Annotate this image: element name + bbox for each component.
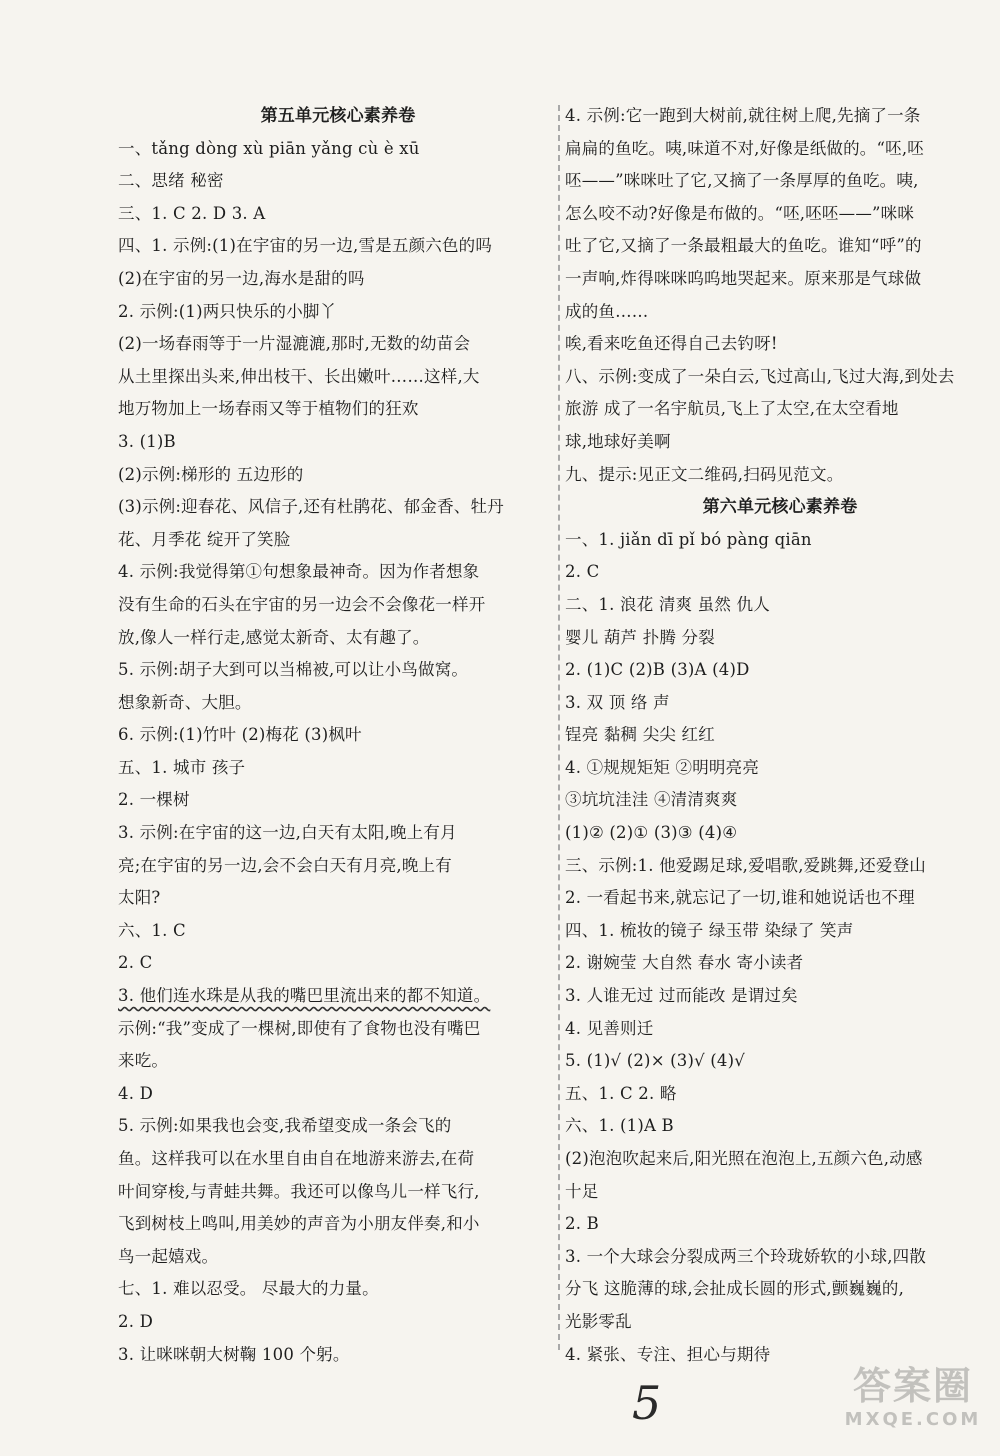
page-number: 5 <box>632 1376 662 1430</box>
watermark-url: MXQE.COM <box>844 1409 982 1430</box>
answer-line: 飞到树枝上鸣叫,用美妙的声音为小朋友伴奏,和小 <box>118 1214 480 1234</box>
answer-line: 二、思绪 秘密 <box>118 171 224 191</box>
answer-line: 4. 示例:我觉得第①句想象最神奇。因为作者想象 <box>118 562 480 582</box>
answer-line: 3. (1)B <box>118 431 176 451</box>
answer-line: 2. 一看起书来,就忘记了一切,谁和她说话也不理 <box>565 888 915 908</box>
answer-line: 来吃。 <box>118 1051 169 1071</box>
answer-line: 四、1. 示例:(1)在宇宙的另一边,雪是五颜六色的吗 <box>118 236 493 256</box>
answer-line: (3)示例:迎春花、风信子,还有杜鹃花、郁金香、牡丹 <box>118 497 504 517</box>
answer-line: 2. C <box>118 953 153 973</box>
answer-line: 地万物加上一场春雨又等于植物们的狂欢 <box>118 399 419 419</box>
answer-line: 吐了它,又摘了一条最粗最大的鱼吃。谁知“呼”的 <box>565 236 922 256</box>
answer-line: 五、1. 城市 孩子 <box>118 757 246 777</box>
answer-line: 3. 让咪咪朝大树鞠 100 个躬。 <box>118 1344 350 1364</box>
answer-line: 5. 示例:胡子大到可以当棉被,可以让小鸟做窝。 <box>118 660 469 680</box>
answer-line: 三、1. C 2. D 3. A <box>118 203 266 223</box>
answer-line: 婴儿 葫芦 扑腾 分裂 <box>565 627 715 647</box>
answer-line: (2)一场春雨等于一片湿漉漉,那时,无数的幼苗会 <box>118 334 471 354</box>
answer-line: 二、1. 浪花 清爽 虽然 仇人 <box>565 594 770 614</box>
answer-line: 2. 示例:(1)两只快乐的小脚丫 <box>118 301 337 321</box>
answer-line: 放,像人一样行走,感觉太新奇、太有趣了。 <box>118 627 430 647</box>
answer-line: 分飞 这脆薄的球,会扯成长圆的形式,颤巍巍的, <box>565 1279 905 1299</box>
answer-line: 没有生命的石头在宇宙的另一边会不会像花一样开 <box>118 594 486 614</box>
answer-line-underlined <box>118 980 558 1013</box>
answer-line: 九、提示:见正文二维码,扫码见范文。 <box>565 464 844 484</box>
answer-line: (2)在宇宙的另一边,海水是甜的吗 <box>118 268 365 288</box>
answer-line: 一声响,炸得咪咪呜呜地哭起来。原来那是气球做 <box>565 268 922 288</box>
answer-line: 怎么咬不动?好像是布做的。“呸,呸呸——”咪咪 <box>565 203 915 223</box>
unit6-title: 第六单元核心素养卷 <box>702 497 858 518</box>
answer-line: 4. ①规规矩矩 ②明明亮亮 <box>565 757 760 777</box>
answer-line: 鸟一起嬉戏。 <box>118 1246 219 1266</box>
answer-line: 2. 谢婉莹 大自然 春水 寄小读者 <box>565 953 804 973</box>
answer-line: 十足 <box>565 1181 599 1201</box>
answer-line: 叶间穿梭,与青蛙共舞。我还可以像鸟儿一样飞行, <box>118 1181 480 1201</box>
column-divider <box>558 105 560 1350</box>
answer-line: 2. C <box>565 562 600 582</box>
answer-line: (2)泡泡吹起来后,阳光照在泡泡上,五颜六色,动感 <box>565 1149 923 1168</box>
answer-line: 4. 示例:它一跑到大树前,就往树上爬,先摘了一条 <box>565 106 921 125</box>
answer-line: 五、1. C 2. 略 <box>565 1083 677 1103</box>
answer-line: 六、1. C <box>118 920 186 940</box>
answer-line: 2. (1)C (2)B (3)A (4)D <box>565 660 750 680</box>
answer-line: 扁扁的鱼吃。咦,味道不对,好像是纸做的。“呸,呸 <box>565 138 924 158</box>
answer-line: 成的鱼…… <box>565 301 649 321</box>
answer-line: (2)示例:梯形的 五边形的 <box>118 464 304 484</box>
answer-line: (1)② (2)① (3)③ (4)④ <box>565 823 738 843</box>
answer-line: 八、示例:变成了一朵白云,飞过高山,飞过大海,到处去 <box>565 366 955 386</box>
answer-line: 想象新奇、大胆。 <box>118 692 252 712</box>
answer-line: 5. 示例:如果我也会变,我希望变成一条会飞的 <box>118 1116 452 1136</box>
answer-line: 4. D <box>118 1083 154 1103</box>
answer-line: 3. 双 顶 络 声 <box>565 692 670 712</box>
answer-line: 2. D <box>118 1311 154 1331</box>
answer-line: 七、1. 难以忍受。 尽最大的力量。 <box>118 1279 379 1299</box>
answer-line: 示例:“我”变成了一棵树,即使有了食物也没有嘴巴 <box>118 1018 481 1038</box>
answer-line: 三、示例:1. 他爱踢足球,爱唱歌,爱跳舞,还爱登山 <box>565 855 926 875</box>
answer-line: 2. B <box>565 1214 599 1234</box>
answer-line: 呸——”咪咪吐了它,又摘了一条厚厚的鱼吃。咦, <box>565 171 919 191</box>
answer-line: 旅游 成了一名宇航员,飞上了太空,在太空看地 <box>565 399 899 419</box>
watermark-logo-text: 答案圈 <box>852 1364 973 1408</box>
answer-line: 6. 示例:(1)竹叶 (2)梅花 (3)枫叶 <box>118 725 362 745</box>
answer-line: 一、1. jiǎn dī pǐ bó pàng qiān <box>565 529 812 549</box>
answer-line: 花、月季花 绽开了笑脸 <box>118 529 291 549</box>
answer-line: 光影零乱 <box>565 1311 632 1331</box>
answer-line: 4. 紧张、专注、担心与期待 <box>565 1344 771 1364</box>
answer-line: 3. 人谁无过 过而能改 是谓过矣 <box>565 986 798 1006</box>
answer-line: 唉,看来吃鱼还得自己去钓呀! <box>565 334 778 354</box>
answer-line: ③坑坑洼洼 ④清清爽爽 <box>565 790 738 810</box>
answer-line: 一、tǎng dòng xù piān yǎng cù è xū <box>118 138 420 158</box>
answer-line: 四、1. 梳妆的镜子 绿玉带 染绿了 笑声 <box>565 920 854 940</box>
answer-line: 5. (1)√ (2)× (3)√ (4)√ <box>565 1051 745 1071</box>
answer-line: 从土里探出头来,伸出枝干、长出嫩叶……这样,大 <box>118 366 480 386</box>
answer-line: 亮;在宇宙的另一边,会不会白天有月亮,晚上有 <box>118 855 452 875</box>
answer-line: 锃亮 黏稠 尖尖 红红 <box>565 725 715 745</box>
answer-line: 六、1. (1)A B <box>565 1116 674 1136</box>
site-watermark <box>838 1362 988 1442</box>
left-column <box>118 100 558 1371</box>
answer-line: 球,地球好美啊 <box>565 431 671 451</box>
right-column <box>565 100 995 1371</box>
answer-line: 鱼。这样我可以在水里自由自在地游来游去,在荷 <box>118 1149 475 1168</box>
answer-line: 3. 一个大球会分裂成两三个玲珑娇软的小球,四散 <box>565 1246 927 1266</box>
unit5-title: 第五单元核心素养卷 <box>260 106 416 126</box>
answer-line: 2. 一棵树 <box>118 790 190 810</box>
answer-line: 4. 见善则迁 <box>565 1018 654 1038</box>
answer-line: 3. 示例:在宇宙的这一边,白天有太阳,晚上有月 <box>118 823 457 843</box>
answer-line: 太阳? <box>118 888 161 908</box>
wavy-underlined-text: 3. 他们连水珠是从我的嘴巴里流出来的都不知道。 <box>118 986 491 1006</box>
